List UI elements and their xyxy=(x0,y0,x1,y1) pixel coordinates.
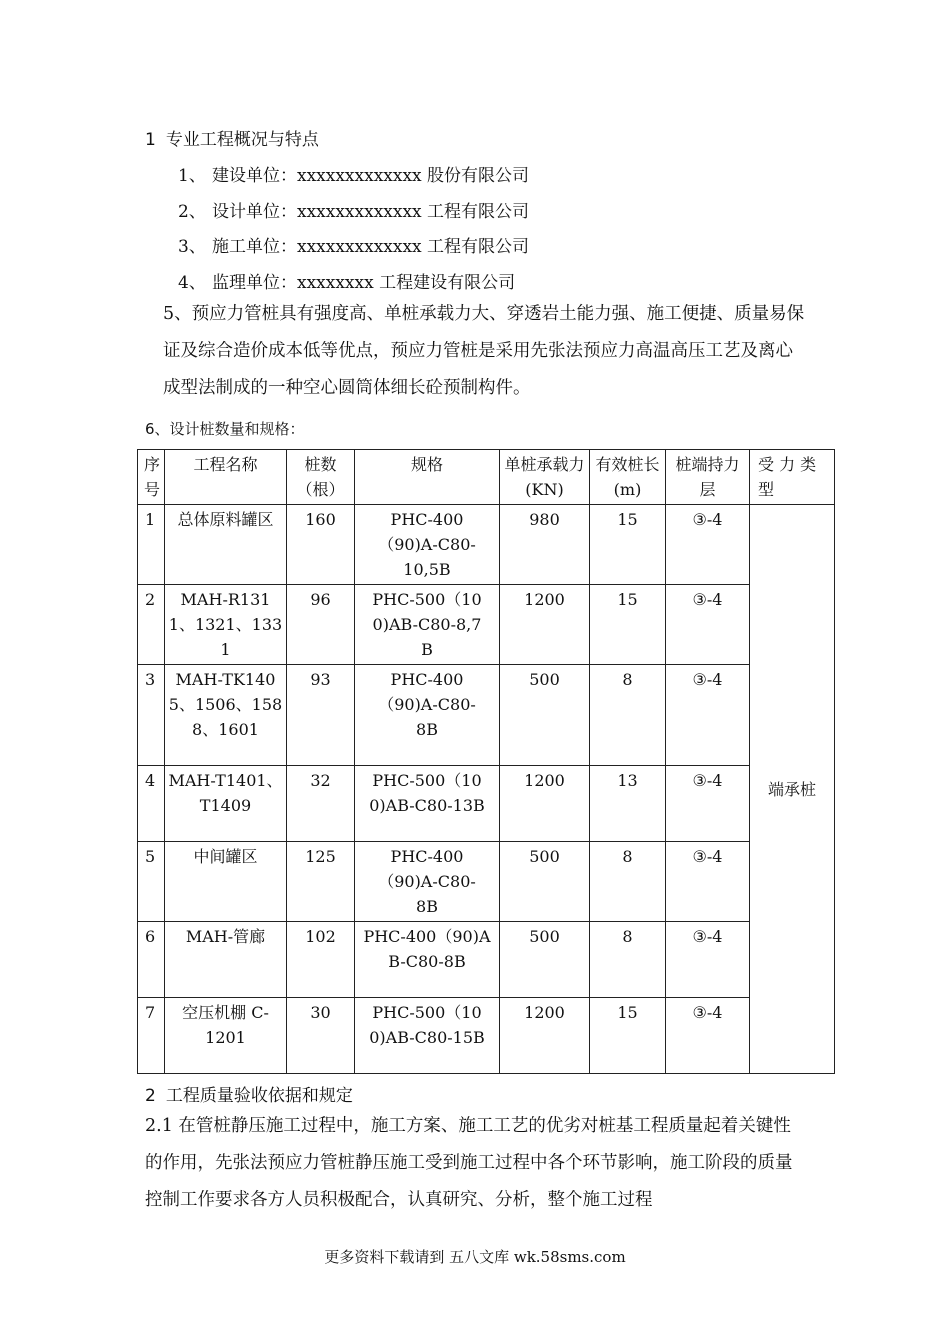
paragraph-5 xyxy=(145,296,808,407)
cell-length: 13 xyxy=(590,766,666,842)
table-row xyxy=(138,585,835,665)
cell-layer: ③-4 xyxy=(666,665,750,766)
table-row xyxy=(138,665,835,766)
cell-count: 102 xyxy=(287,922,355,998)
cell-spec: PHC-400（90)A-C80-10,5B xyxy=(355,505,500,585)
cell-name: 总体原料罐区 xyxy=(165,505,287,585)
cell-layer: ③-4 xyxy=(666,842,750,922)
cell-seq: 1 xyxy=(138,505,165,585)
cell-length: 8 xyxy=(590,842,666,922)
cell-spec: PHC-400（90)A-C80-8B xyxy=(355,665,500,766)
cell-layer: ③-4 xyxy=(666,766,750,842)
cell-spec: PHC-500（100)AB-C80-8,7B xyxy=(355,585,500,665)
cell-type-merged: 端承桩 xyxy=(750,505,835,1074)
cell-capacity: 500 xyxy=(500,665,590,766)
cell-name: MAH-R1311、1321、1331 xyxy=(165,585,287,665)
cell-capacity: 1200 xyxy=(500,998,590,1074)
cell-layer: ③-4 xyxy=(666,585,750,665)
list-item xyxy=(178,268,515,293)
paragraph-5-text: 5、预应力管桩具有强度高、单桩承载力大、穿透岩土能力强、施工便捷、质量易保证及综合造价成本低等优点，预应力管桩是采用先张法预应力高温高压工艺及离心成型法制成的一种空心圆筒体细长砼预制构件。 xyxy=(163,304,805,398)
table-row xyxy=(138,922,835,998)
header-layer: 桩端持力层 xyxy=(666,450,750,505)
cell-seq: 7 xyxy=(138,998,165,1074)
cell-capacity: 1200 xyxy=(500,766,590,842)
cell-layer: ③-4 xyxy=(666,505,750,585)
cell-capacity: 1200 xyxy=(500,585,590,665)
cell-count: 32 xyxy=(287,766,355,842)
table-header-row xyxy=(138,450,835,505)
cell-count: 125 xyxy=(287,842,355,922)
section-1-heading xyxy=(145,125,319,150)
cell-seq: 3 xyxy=(138,665,165,766)
cell-name: 中间罐区 xyxy=(165,842,287,922)
table-row xyxy=(138,766,835,842)
cell-length: 15 xyxy=(590,998,666,1074)
list-item-text: 施工单位：xxxxxxxxxxxxx 工程有限公司 xyxy=(212,237,530,257)
list-item-index: 4、 xyxy=(178,273,206,293)
section-2-title: 工程质量验收依据和规定 xyxy=(165,1086,353,1106)
list-item-text: 设计单位：xxxxxxxxxxxxx 工程有限公司 xyxy=(212,202,530,222)
section-2-number: 2 xyxy=(145,1086,156,1106)
footer-text: 更多资料下载请到 五八文库 wk.58sms.com xyxy=(324,1248,626,1266)
cell-seq: 6 xyxy=(138,922,165,998)
header-spec: 规格 xyxy=(355,450,500,505)
cell-capacity: 980 xyxy=(500,505,590,585)
cell-layer: ③-4 xyxy=(666,922,750,998)
list-item xyxy=(178,197,529,222)
cell-count: 160 xyxy=(287,505,355,585)
cell-name: MAH-TK1405、1506、1588、1601 xyxy=(165,665,287,766)
cell-name: MAH-T1401、T1409 xyxy=(165,766,287,842)
cell-spec: PHC-400（90)A-C80-8B xyxy=(355,842,500,922)
section-1-number: 1 xyxy=(145,130,156,150)
cell-capacity: 500 xyxy=(500,842,590,922)
header-capacity: 单桩承载力(KN) xyxy=(500,450,590,505)
cell-length: 15 xyxy=(590,585,666,665)
table-row xyxy=(138,842,835,922)
list-item-index: 3、 xyxy=(178,237,206,257)
header-count: 桩数（根） xyxy=(287,450,355,505)
cell-spec: PHC-500（100)AB-C80-15B xyxy=(355,998,500,1074)
header-name: 工程名称 xyxy=(165,450,287,505)
list-item-text: 监理单位：xxxxxxxx 工程建设有限公司 xyxy=(212,273,516,293)
section-1-title: 专业工程概况与特点 xyxy=(165,130,319,150)
cell-spec: PHC-400（90)AB-C80-8B xyxy=(355,922,500,998)
cell-seq: 5 xyxy=(138,842,165,922)
list-item xyxy=(178,232,529,257)
list-item xyxy=(178,161,529,186)
cell-capacity: 500 xyxy=(500,922,590,998)
pile-spec-table xyxy=(137,449,835,1074)
table-row xyxy=(138,998,835,1074)
cell-length: 15 xyxy=(590,505,666,585)
header-type: 受 力 类型 xyxy=(750,450,835,505)
cell-count: 96 xyxy=(287,585,355,665)
cell-seq: 4 xyxy=(138,766,165,842)
section-2-heading xyxy=(145,1081,353,1106)
list-item-index: 1、 xyxy=(178,166,206,186)
cell-name: 空压机棚 C-1201 xyxy=(165,998,287,1074)
cell-count: 93 xyxy=(287,665,355,766)
list-item-text: 建设单位：xxxxxxxxxxxxx 股份有限公司 xyxy=(212,166,530,186)
cell-length: 8 xyxy=(590,922,666,998)
paragraph-2-1 xyxy=(145,1108,808,1219)
header-length: 有效桩长(m) xyxy=(590,450,666,505)
cell-name: MAH-管廊 xyxy=(165,922,287,998)
table-caption: 6、设计桩数量和规格： xyxy=(145,420,305,438)
cell-spec: PHC-500（100)AB-C80-13B xyxy=(355,766,500,842)
cell-length: 8 xyxy=(590,665,666,766)
cell-seq: 2 xyxy=(138,585,165,665)
header-seq: 序号 xyxy=(138,450,165,505)
list-item-index: 2、 xyxy=(178,202,206,222)
cell-count: 30 xyxy=(287,998,355,1074)
table-row xyxy=(138,505,835,585)
cell-layer: ③-4 xyxy=(666,998,750,1074)
paragraph-2-1-text: 2.1 在管桩静压施工过程中，施工方案、施工工艺的优劣对桩基工程质量起着关键性的作用，先张法预应力管桩静压施工受到施工过程中各个环节影响，施工阶段的质量控制工作要求各方人员积极配合，认真研究、分析，整个施工过程 xyxy=(145,1116,793,1210)
